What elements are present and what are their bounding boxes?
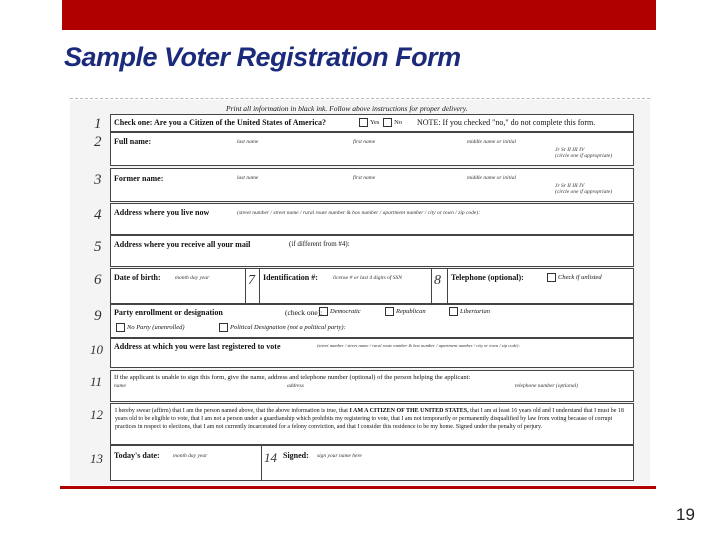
form-instruction: Print all information in black ink. Follow above instructions for proper delivery. <box>226 104 468 113</box>
former-name-box[interactable] <box>110 168 634 202</box>
republican-label: Republican <box>396 307 426 315</box>
assistant-label: If the applicant is unable to sign this form, give the name, address and telephone number (optional) of the person helping the applicant: <box>114 374 471 381</box>
row-last-registered <box>86 338 634 368</box>
last-name-hint: last name <box>237 139 259 145</box>
libertarian-label: Libertarian <box>460 307 490 315</box>
row-party <box>86 304 634 338</box>
row-mailing-address <box>86 235 634 267</box>
field-number: 11 <box>90 374 103 389</box>
column-divider <box>431 269 432 303</box>
row-citizenship <box>86 114 634 132</box>
row-residence-address <box>86 203 634 235</box>
row-assistant <box>86 370 634 402</box>
field-number: 4 <box>94 207 102 223</box>
row-former-name <box>86 168 634 202</box>
yes-checkbox[interactable] <box>359 118 368 127</box>
party-check-one: (check one): <box>285 308 323 317</box>
full-name-box[interactable] <box>110 132 634 166</box>
residence-address-label: Address where you live now <box>114 208 210 217</box>
no-checkbox[interactable] <box>383 118 392 127</box>
democratic-checkbox[interactable] <box>319 307 328 316</box>
field-number: 10 <box>90 342 103 357</box>
date-signature-box <box>110 445 634 481</box>
dob-id-phone-box <box>110 268 634 304</box>
last-registered-hint: (street number / street name / rural route number & box number / apartment number / city or town / zip code): <box>317 343 520 348</box>
first-name-hint: first name <box>353 139 376 145</box>
todays-date-label: Today's date: <box>114 451 160 460</box>
slide-title: Sample Voter Registration Form <box>64 42 461 72</box>
column-divider <box>447 269 448 303</box>
signed-label: Signed: <box>283 451 309 460</box>
unlisted-option <box>545 273 602 282</box>
middle-name-hint: middle name or initial <box>467 139 517 145</box>
suffix-note: (circle one if appropriate) <box>555 189 613 195</box>
mailing-address-hint: (if different from #4): <box>289 240 350 248</box>
oath-text-start: I hereby swear (affirm) that I am the person named above, that the above information is true, that <box>115 408 348 414</box>
mailing-address-label: Address where you receive all your mail <box>114 240 251 249</box>
oath-box <box>110 403 634 445</box>
id-hint: license # or last 4 digits of SSN <box>333 275 402 281</box>
residence-address-box[interactable] <box>110 203 634 235</box>
political-designation-label: Political Designation <box>230 323 286 331</box>
field-number: 5 <box>94 239 102 255</box>
former-name-label: Former name: <box>114 174 164 183</box>
full-name-label: Full name: <box>114 137 152 146</box>
id-label: Identification #: <box>263 273 318 282</box>
citizenship-options <box>357 118 402 127</box>
field-number: 2 <box>94 134 102 150</box>
citizenship-box <box>110 114 634 132</box>
no-party-label: No Party (unenrolled) <box>127 323 185 331</box>
republican-checkbox[interactable] <box>385 307 394 316</box>
party-box <box>110 304 634 338</box>
residence-address-hint: (street number / street name / rural route number & box number / apartment number / city or town / zip code): <box>237 210 481 216</box>
last-registered-label: Address at which you were last registered to vote <box>114 342 281 351</box>
bottom-accent-rule <box>60 486 656 489</box>
row-dob-id-phone <box>86 268 634 304</box>
no-label: No <box>394 118 403 126</box>
no-party-option <box>114 323 185 332</box>
last-name-hint: last name <box>237 175 259 181</box>
row-date-signature <box>86 445 634 479</box>
dashed-divider <box>70 98 650 99</box>
mailing-address-box[interactable] <box>110 235 634 267</box>
field-number: 13 <box>90 451 103 466</box>
phone-label: Telephone (optional): <box>451 273 524 282</box>
oath-text-end: that I am at least 16 years old and I understand that I must be 18 years old to be eligible to vote, that I am not a person under a guardianship which prohibits my registering to vote, that I am not temporarily or permanently disqualified by law from voting because of corrupt practices in respect to elections, that I am not currently incarcerated for a felony conviction, and that I consider this residence to be my home. Signed under the penalty of perjury. <box>115 408 624 430</box>
row-oath <box>86 403 634 443</box>
voter-registration-form <box>86 104 634 481</box>
political-designation-option <box>217 323 346 332</box>
republican-option <box>383 307 426 316</box>
unlisted-checkbox[interactable] <box>547 273 556 282</box>
row-full-name <box>86 132 634 166</box>
field-number: 9 <box>94 308 102 324</box>
party-label: Party enrollment or designation <box>114 308 223 317</box>
dob-label: Date of birth: <box>114 273 161 282</box>
field-number: 6 <box>94 272 102 288</box>
page-number: 19 <box>676 505 695 524</box>
democratic-option <box>317 307 361 316</box>
suffix-options: Jr Sr II III IV <box>555 183 585 189</box>
citizenship-label: Check one: Are you a Citizen of the United States of America? <box>114 118 327 127</box>
first-name-hint: first name <box>353 175 376 181</box>
column-divider <box>261 446 262 480</box>
column-divider <box>245 269 246 303</box>
middle-name-hint: middle name or initial <box>467 175 517 181</box>
field-number: 1 <box>94 116 102 132</box>
libertarian-option <box>447 307 490 316</box>
field-number: 3 <box>94 172 102 188</box>
oath-text <box>115 407 629 431</box>
libertarian-checkbox[interactable] <box>449 307 458 316</box>
signed-hint: sign your name here <box>317 453 362 459</box>
suffix-note: (circle one if appropriate) <box>555 153 613 159</box>
field-number: 12 <box>90 407 103 422</box>
field-number: 7 <box>248 273 255 288</box>
assistant-phone-hint: telephone number (optional) <box>515 383 578 389</box>
no-party-checkbox[interactable] <box>116 323 125 332</box>
political-designation-checkbox[interactable] <box>219 323 228 332</box>
oath-citizen-statement: I AM A CITIZEN OF THE UNITED STATES, <box>349 408 469 414</box>
field-number: 8 <box>434 273 441 288</box>
citizenship-note: NOTE: If you checked "no," do not complete this form. <box>417 118 596 127</box>
todays-date-hint: month day year <box>173 453 208 459</box>
suffix-options: Jr Sr II III IV <box>555 147 585 153</box>
yes-label: Yes <box>370 118 380 126</box>
democratic-label: Democratic <box>330 307 361 315</box>
assistant-name-hint: name <box>114 383 126 389</box>
last-registered-box[interactable] <box>110 338 634 368</box>
top-accent-bar <box>62 0 656 30</box>
political-designation-hint: (not a political party): <box>287 323 346 331</box>
unlisted-label: Check if unlisted <box>558 273 602 281</box>
dob-hint: month day year <box>175 275 210 281</box>
assistant-box[interactable] <box>110 370 634 402</box>
column-divider <box>259 269 260 303</box>
field-number: 14 <box>264 450 277 465</box>
assistant-address-hint: address <box>287 383 304 389</box>
